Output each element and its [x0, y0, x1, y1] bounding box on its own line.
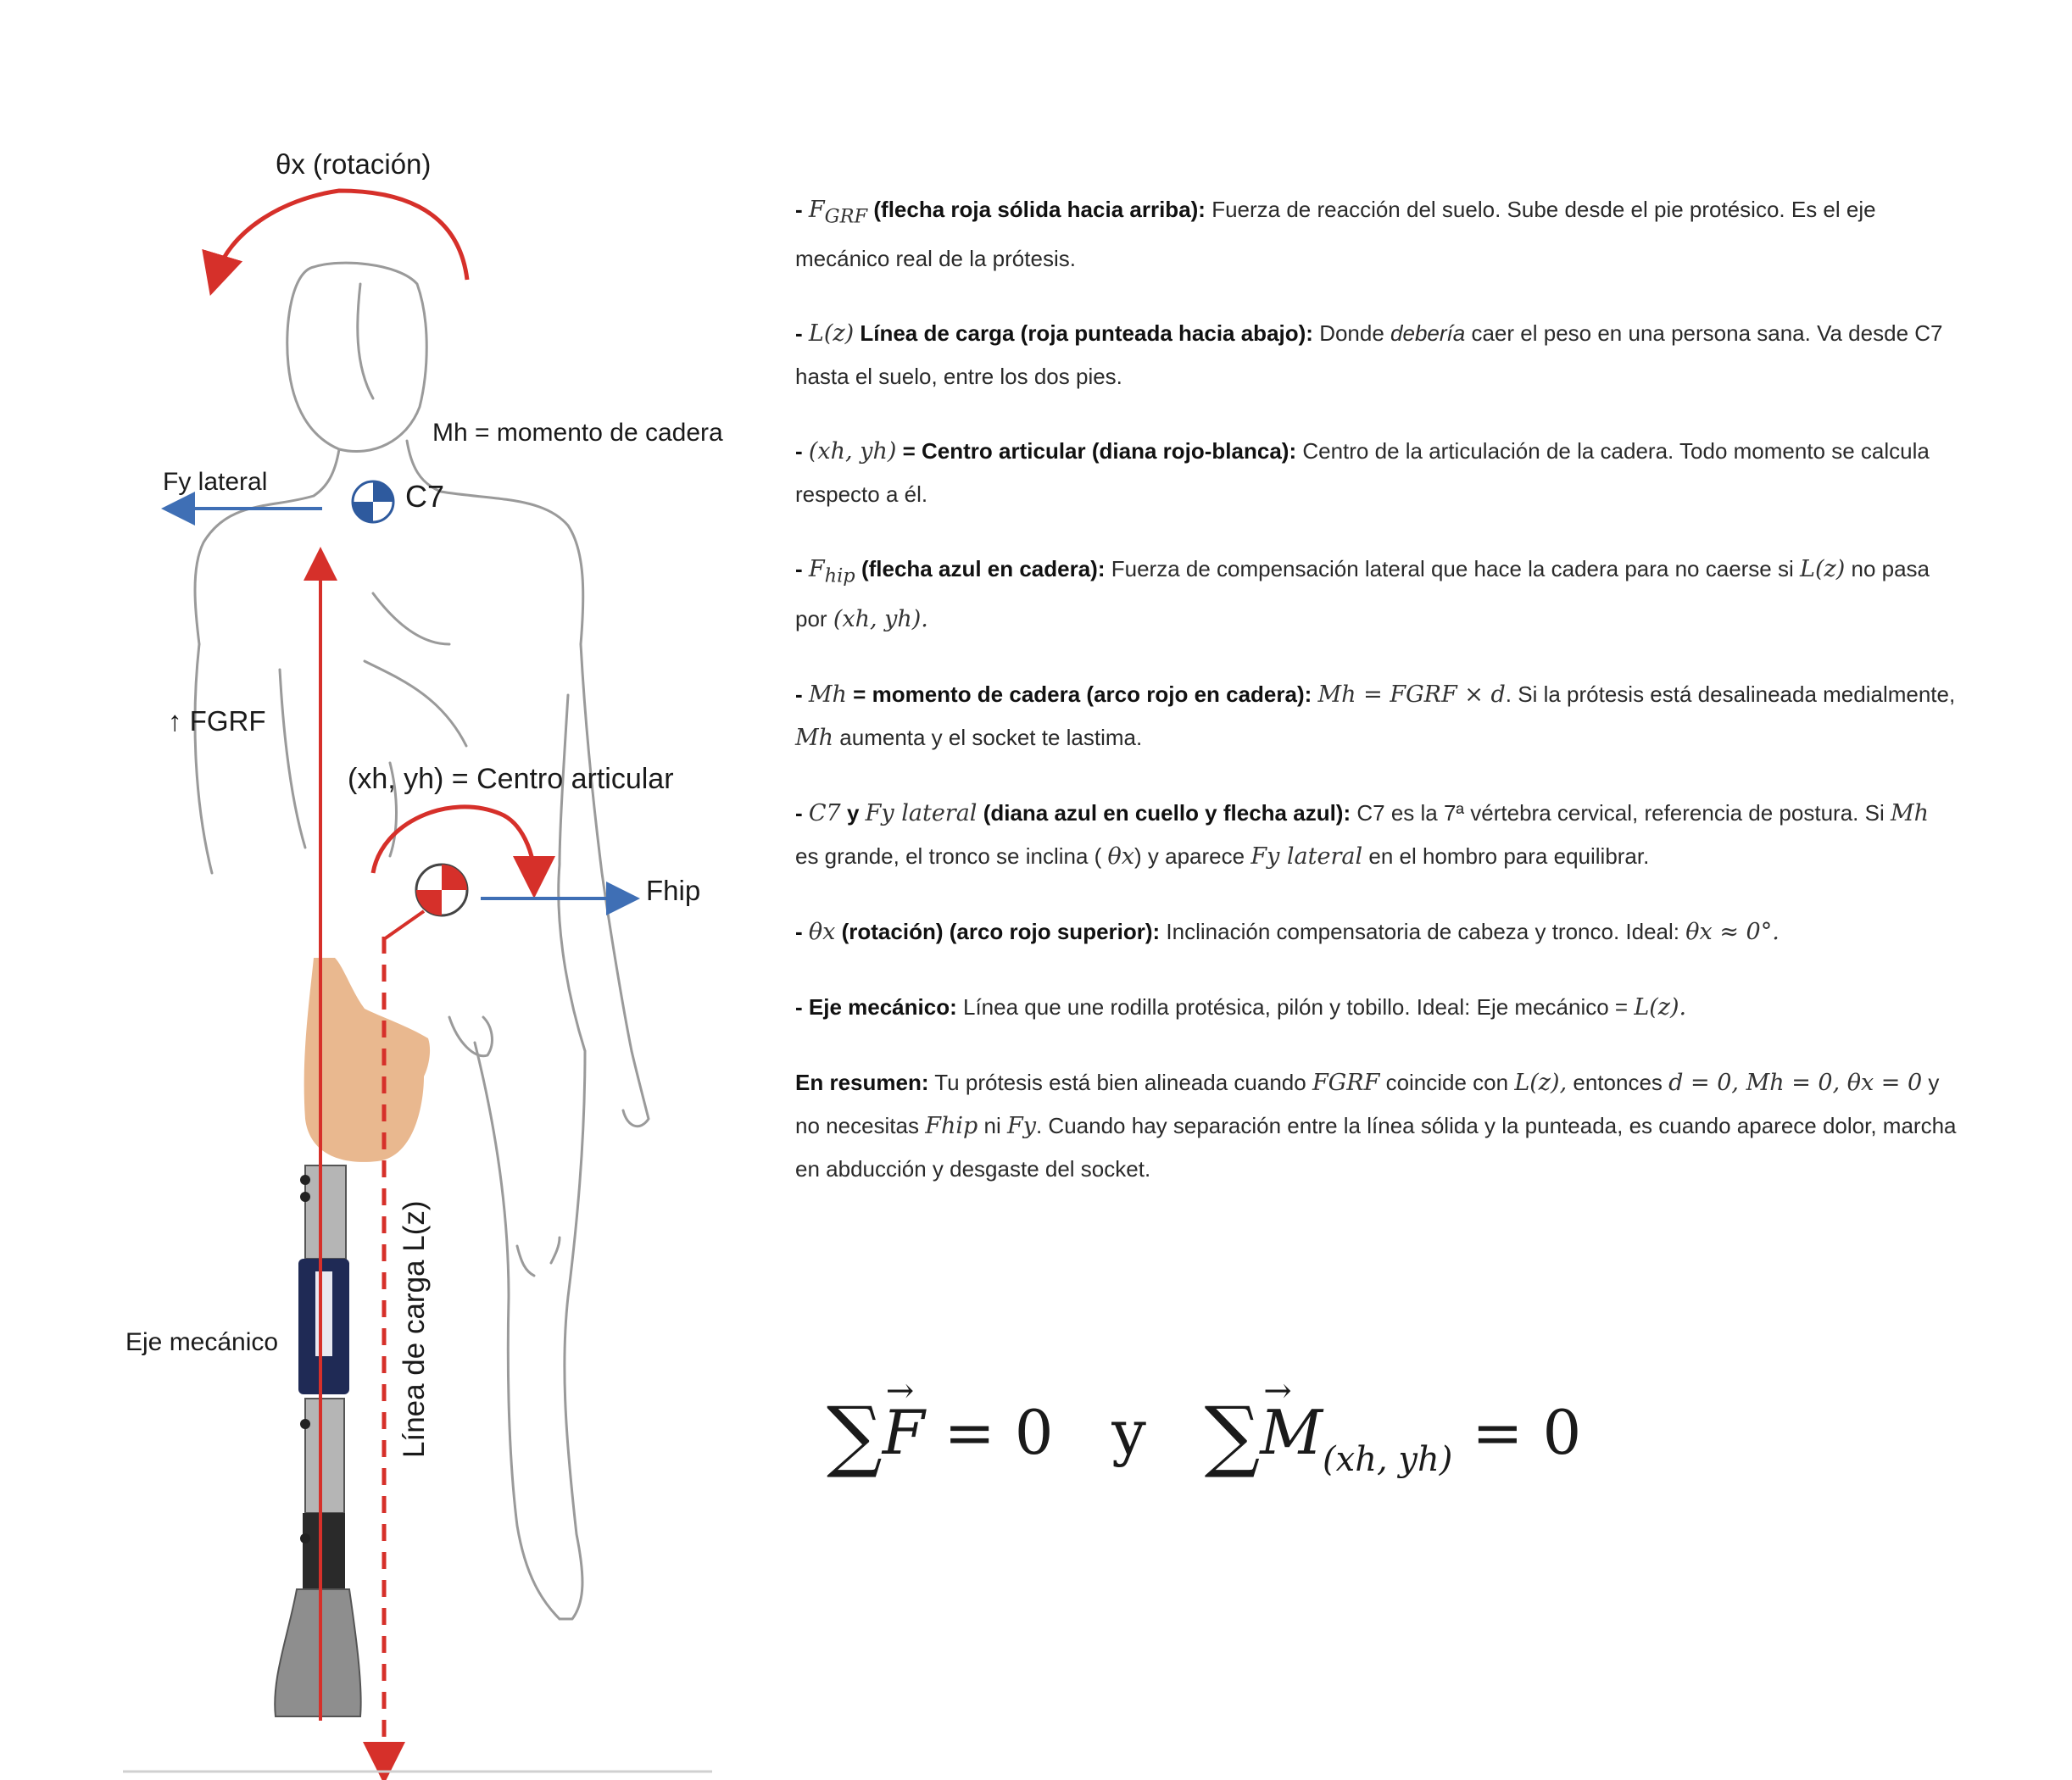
item-text: no pasa por [795, 556, 1930, 631]
legend-item-theta [795, 910, 1957, 954]
legend-item-c7 [795, 792, 1957, 878]
symbol: L(z) [808, 320, 855, 348]
summary-text: . Cuando hay separación entre la línea sólida y la punteada, es cuando aparece dolor, marcha en abducción y desgaste del socket. [795, 1112, 1957, 1182]
force-vector: → F [883, 1397, 925, 1468]
item-text-emphasis: debería [1390, 320, 1466, 347]
center-label: (xh, yh) = Centro articular [348, 763, 674, 795]
c7-target [353, 481, 393, 522]
symbol: θx [1107, 843, 1135, 870]
moment-vector: → M [1260, 1397, 1323, 1468]
conjunction: y [1111, 1397, 1146, 1468]
symbol [808, 197, 868, 228]
item-title: = Centro articular (diana rojo-blanca): [902, 438, 1297, 464]
symbol-sub: GRF [824, 205, 868, 228]
sum-symbol: ∑ [827, 1390, 883, 1481]
item-text: C7 es la 7ª vértebra cervical, referencia de postura. Si [1356, 799, 1885, 826]
symbol-base: F [808, 197, 825, 223]
item-text: Línea que une rodilla protésica, pilón y tobillo. Ideal: Eje mecánico = [962, 993, 1629, 1020]
legend-item-center [795, 430, 1957, 515]
item-text: en el hombro para equilibrar. [1368, 843, 1650, 869]
summary-text: entonces [1573, 1069, 1663, 1095]
symbol: Fhip [925, 1112, 978, 1139]
fy-lateral-label: Fy lateral [163, 468, 268, 496]
theta-x-label: θx (rotación) [276, 148, 432, 180]
item-text: Inclinación compensatoria de cabeza y tronco. Ideal: [1166, 918, 1680, 944]
summary-text: y no necesitas [795, 1069, 1940, 1138]
fgrf-label: ↑ FGRF [168, 705, 266, 737]
legend-item-mechanical-axis [795, 986, 1957, 1029]
load-line-connector [384, 911, 424, 939]
item-text: Fuerza de compensación lateral que hace la cadera para no caerse si [1111, 556, 1794, 582]
bullet: - [795, 918, 809, 944]
fhip-label: Fhip [646, 875, 701, 906]
bullet: - [795, 197, 809, 222]
formula: θx ≈ 0°. [1685, 918, 1780, 945]
summary-title: En resumen: [795, 1069, 929, 1095]
bullet: - [795, 556, 809, 582]
symbol-base: F [808, 556, 825, 583]
formula: d = 0, Mh = 0, θx = 0 [1668, 1069, 1923, 1096]
legend [795, 188, 1957, 1222]
symbol: Fy [1006, 1112, 1036, 1139]
theta-arc [216, 191, 467, 280]
item-title: (rotación) (arco rojo superior): [841, 918, 1161, 944]
moment-hip-label: Mh = momento de cadera [432, 419, 723, 447]
symbol: FGRF [1312, 1069, 1380, 1096]
summary-text: ni [983, 1112, 1001, 1138]
sum-symbol: ∑ [1204, 1390, 1261, 1481]
c7-label: C7 [405, 479, 445, 514]
bullet: - [795, 681, 809, 707]
legend-summary [795, 1061, 1957, 1190]
legend-item-moment [795, 673, 1957, 759]
symbol: Mh [808, 681, 847, 708]
item-text: . Si la prótesis está desalineada medialmente, [1505, 681, 1956, 707]
hip-center-target [416, 865, 467, 915]
item-text: Fuerza de reacción del suelo. Sube desde el pie protésico. Es el eje mecánico real de la prótesis. [795, 197, 1876, 272]
item-text: es grande, el tronco se inclina ( [795, 843, 1102, 869]
summary-text: Tu prótesis está bien alineada cuando [934, 1069, 1306, 1095]
symbol: (xh, yh) [808, 438, 897, 465]
equals-zero: = 0 [1472, 1397, 1582, 1468]
prosthesis-diagram [0, 0, 805, 1780]
legend-item-fhip [795, 548, 1957, 640]
symbol: C7 [808, 799, 841, 826]
summary-text: coincide con [1385, 1069, 1509, 1095]
item-title: y [846, 799, 860, 826]
bullet: - [795, 320, 809, 347]
symbol: Mh [795, 724, 834, 751]
item-text: Donde [1319, 320, 1384, 347]
symbol: (xh, yh). [833, 605, 928, 632]
item-title: (diana azul en cuello y flecha azul): [983, 799, 1351, 826]
symbol: Fy lateral [1250, 843, 1363, 870]
item-text: aumenta y el socket te lastima. [839, 724, 1143, 750]
item-title-text: Eje mecánico: [808, 993, 957, 1020]
item-title: (flecha roja sólida hacia arriba): [873, 197, 1206, 222]
bullet: - [795, 438, 809, 464]
symbol: θx [808, 918, 836, 945]
formula: Mh = FGRF × d [1317, 681, 1506, 708]
symbol: Mh [1890, 799, 1930, 826]
item-title: (flecha azul en cadera): [861, 556, 1106, 582]
item-title: - Eje mecánico: [795, 993, 957, 1020]
item-text: ) y aparece [1134, 843, 1245, 869]
moment-subscript: (xh, yh) [1323, 1440, 1453, 1479]
equals-zero: = 0 [944, 1397, 1054, 1468]
symbol-sub: hip [824, 565, 855, 587]
formula: L(z). [1634, 993, 1687, 1021]
legend-item-fgrf [795, 188, 1957, 280]
socket [304, 958, 430, 1162]
pylon [275, 1165, 360, 1716]
symbol: L(z) [1800, 556, 1846, 583]
symbol [808, 556, 855, 587]
equilibrium-equation [827, 1390, 1674, 1500]
mechanical-axis-label: Eje mecánico [125, 1328, 279, 1356]
legend-item-load-line [795, 312, 1957, 398]
item-title: Línea de carga (roja punteada hacia abajo): [860, 320, 1313, 347]
bullet: - [795, 799, 809, 826]
symbol: L(z), [1514, 1069, 1568, 1096]
load-line-label: Línea de carga L(z) [398, 1200, 431, 1458]
item-text: Centro de la articulación de la cadera. Todo momento se calcula respecto a él. [795, 438, 1930, 508]
item-text: caer el peso en una persona sana. Va desde C7 hasta el suelo, entre los dos pies. [795, 320, 1943, 390]
symbol: Fy lateral [865, 799, 978, 826]
item-title: = momento de cadera (arco rojo en cadera): [853, 681, 1312, 707]
